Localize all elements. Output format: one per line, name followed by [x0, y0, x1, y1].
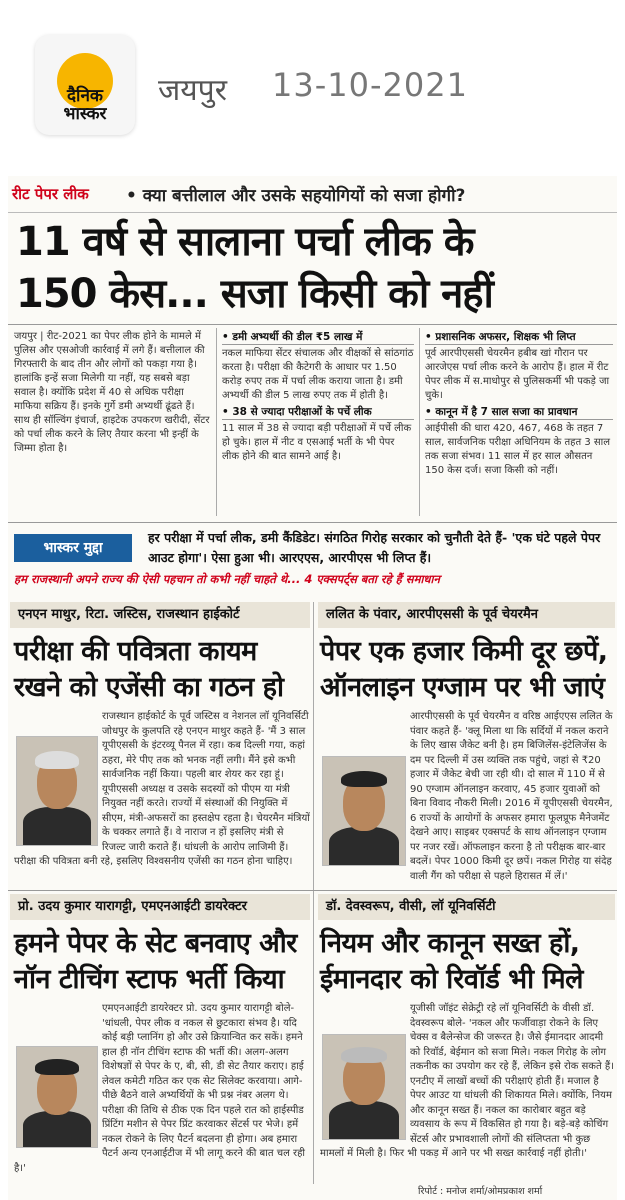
column-divider: [313, 602, 314, 1184]
expert-1-headline-2: रखने को एजेंसी का गठन हो: [14, 672, 284, 703]
app-header: [0, 0, 625, 160]
expert-2-headline-1: पेपर एक हजार किमी दूर छपें,: [320, 636, 608, 667]
expert-4-body: [320, 1002, 614, 1180]
expert-1-body-text: राजस्थान हाईकोर्ट के पूर्व जस्टिस व नेशनल लॉ यूनिवर्सिटी जोधपुर के कुलपति रहे एनएन माथुर कहते हैं- 'मैं 3 साल यूपीएससी के इंटरव्यू पैनल में रहा। कब दिल्ली गया, कहां ठहरा, मेरे पीए तक को भनक नहीं लगी। मैंने इसे कभी सार्वजनिक नहीं किया। पहली बार शेयर कर रहा हूं। यूपीएससी अध्यक्ष व उसके सदस्यों को पीएम या मंत्री नियुक्त नहीं करते। राज्यों में संस्थाओं की नियुक्ति में सीएम, मंत्री-अफसरों का हस्तक्षेप रहता है। चेयरमैन मंत्रियों के चक्कर लगाते हैं। वे नाराज न हों इसलिए मंत्री से रिजल्ट जारी कराते हैं। धांधली के आरोप लाजिमी हैं। परीक्षा की पवित्रता बनी रहे, इसलिए विश्वसनीय एजेंसी का गठन होना चाहिए।: [14, 711, 310, 867]
edition-date: 13-10-2021: [272, 66, 468, 104]
kicker-row: [8, 176, 617, 213]
expert-3-author: प्रो. उदय कुमार यारागट्टी, एमएनआईटी डायरेक्टर: [10, 894, 310, 920]
divider: [8, 324, 617, 325]
story-column-2: [222, 328, 414, 516]
expert-3-body: [14, 1002, 310, 1182]
expert-2-body: [320, 710, 614, 886]
expert-2-body-text: आरपीएससी के पूर्व चेयरमैन व वरिष्ठ आईएएस ललित के पंवार कहते हैं- 'क्लू मिला था कि सर्दियों में नकल कराने के लिए खास जैकेट बनी है। हम बिजिलेंस-इंटेलिजेंस के दम पर दिल्ली में उस व्यक्ति तक पहुंचे, जहां से ₹20 हजार में जैकेट बेची जा रही थी। दो साल में 110 में से 90 एग्जाम ऑनलाइन करवाए, 45 हजार युवाओं को बिना विवाद नौकरी मिली। 2016 में यूपीएससी चेयरमैन, 6 राज्यों के आयोगों के अफसर हमारा फूलप्रूफ मैनेजमेंट देखने आए। साइबर एक्सपर्ट के साथ ऑनलाइन एग्जाम पर नजर रखें। ऑफलाइन करना है तो परीक्षक बार-बार बदलें। पेपर 1000 किमी दूर छपें। नकल गिरोह या संदेह वाली गैंग को परीक्षा से पहले हिरासत में लें।': [410, 711, 613, 882]
column-divider: [419, 328, 420, 516]
dainik-bhaskar-logo[interactable]: [35, 35, 135, 135]
logo-text-1: दैनिक: [67, 86, 103, 106]
story-column-3: [425, 328, 613, 516]
expert-4-headline-1: नियम और कानून सख्त हों,: [320, 928, 580, 959]
col2-text-1: नकल माफिया सेंटर संचालक और वीक्षकों से सांठगांठ करता है। परीक्षा की कैटेगरी के आधार पर 1.50 करोड़ रुपए तक में पर्चा लीक कराया जाता है। डमी अभ्यर्थी की डील 5 लाख रुपए तक में होती है।: [222, 348, 414, 401]
col2-text-2: 11 साल में 38 से ज्यादा बड़ी परीक्षाओं में पर्चे लीक हो चुके। हाल में नीट व एसआई भर्ती के भी पेपर लीक होने की बात सामने आई है।: [222, 423, 412, 462]
report-credit: रिपोर्ट : मनोज शर्मा/ओमप्रकाश शर्मा: [418, 1186, 543, 1197]
photo-wrap-space: [320, 1032, 410, 1144]
story-kicker: रीट पेपर लीक: [12, 185, 89, 203]
divider: [8, 890, 617, 891]
col2-subhead-2: • 38 से ज्यादा परीक्षाओं के पर्चे लीक: [222, 405, 414, 420]
expert-3-headline-2: नॉन टीचिंग स्टाफ भर्ती किया: [14, 964, 285, 995]
edition-city: जयपुर: [158, 73, 227, 108]
col3-text-1: पूर्व आरपीएससी चेयरमैन हबीब खां गौरान पर आरजेएस पर्चा लीक करने के आरोप हैं। हाल में रीट पेपर लीक में स.माधोपुर से पुलिसकर्मी भी पकड़े जा चुके।: [425, 348, 610, 401]
col3-subhead-1: • प्रशासनिक अफसर, शिक्षक भी लिप्त: [425, 330, 613, 345]
expert-1-headline-1: परीक्षा की पवित्रता कायम: [14, 636, 257, 667]
column-divider: [216, 328, 217, 516]
divider: [8, 522, 617, 523]
bhaskar-mudda-tag: भास्कर मुद्दा: [14, 534, 132, 562]
col3-text-2: आईपीसी की धारा 420, 467, 468 के तहत 7 साल, सार्वजनिक परीक्षा अधिनियम के तहत 3 साल तक सजा संभव। 11 साल में हर साल औसतन 150 केस दर्ज। सजा किसी को नहीं।: [425, 423, 611, 476]
expert-4-author: डॉ. देवस्वरूप, वीसी, लॉ यूनिवर्सिटी: [318, 894, 615, 920]
main-headline-line2: 150 केस... सजा किसी को नहीं: [16, 271, 493, 317]
expert-2-headline-2: ऑनलाइन एग्जाम पर भी जाएं: [320, 672, 605, 703]
newspaper-page: [8, 176, 617, 1200]
expert-4-body-text: यूजीसी जॉइंट सेक्रेट्री रहे लॉ यूनिवर्सिटी के वीसी डॉ. देवस्वरूप बोले- 'नकल और फर्जीवाड़ा रोकने के लिए चेक्स व बैलेन्सेज की जरूरत है। जैसे ईमानदार आदमी को रिवॉर्ड, बेईमान को सजा मिले। नकल गिरोह के लोग तकनीक का उपयोग कर रहे हैं, लेकिन इसे रोक सकते हैं। एनटीए में लाखों बच्चों की परीक्षाएं होती हैं। मजाल है पेपर आउट या धांधली की शिकायत मिले। क्योंकि, नियम और कानून सख्त हैं। नकल का कारोबार बहुत बड़े व्यवसाय के रूप में विकसित हो गया है। बड़े-बड़े कोचिंग सेंटर्स और प्रभावशाली लोगों की संलिप्तता भी कुछ मामलों में मिली है। फिर भी पकड़ में आने पर भी सख्त कार्रवाई नहीं होती।': [320, 1003, 614, 1159]
photo-wrap-space: [320, 754, 410, 872]
bhaskar-mudda-text: हर परीक्षा में पर्चा लीक, डमी कैंडिडेट। संगठित गिरोह सरकार को चुनौती देते हैं- 'एक घंटे पहले पेपर आउट होगा'। ऐसा हुआ भी। आरएएस, आरपीएस भी लिप्त हैं।: [148, 530, 601, 565]
col2-subhead-1: • डमी अभ्यर्थी की डील ₹5 लाख में: [222, 330, 414, 345]
col3-subhead-2: • कानून में है 7 साल सजा का प्रावधान: [425, 405, 613, 420]
story-column-1: [14, 330, 210, 515]
expert-1-body: [14, 710, 310, 886]
expert-4-headline-2: ईमानदार को रिवॉर्ड भी मिले: [320, 964, 583, 995]
story-col1-text: जयपुर | रीट-2021 का पेपर लीक होने के मामले में पुलिस और एसओजी कार्रवाई में लगे हैं। बत्तीलाल की गिरफ्तारी के बाद तीन और लोगों को पकड़ा गया है। हालांकि इन्हें सजा मिलेगी या नहीं, यह सबसे बड़ा सवाल है। क्योंकि प्रदेश में 40 से अधिक परीक्षा माफिया सक्रिय हैं। इनके गुर्गे डमी अभ्यर्थी ढूंढते हैं। साथ ही सॉल्विंग इंचार्ज, हाइटेक उपकरण खरीदी, सेंटर को पर्चा लीक करने के लिए तैयार करना भी इन्हीं के जिम्मा होता है।: [14, 331, 210, 454]
expert-3-body-text: एमएनआईटी डायरेक्टर प्रो. उदय कुमार यारागट्टी बोले- 'धांधली, पेपर लीक व नकल से छुटकारा संभव है। यदि कोई बड़ी प्लानिंग हो और उसे क्रियान्वित कर सकें। हमने हाल ही नॉन टीचिंग स्टाफ की भर्ती की। अलग-अलग विशेषज्ञों से पेपर के ए, बी, सी, डी सेट तैयार कराए। हाई लेवल कमेटी गठित कर एक सेट सिलेक्ट करवाया। आगे-पीछे बैठने वाले अभ्यर्थियों के भी प्रश्न नंबर अलग थे। परीक्षा की तिथि से ठीक एक दिन पहले रात को हाईस्पीड प्रिंटिंग मशीन से पेपर प्रिंट करवाकर सेंटर्स पर भेजे। हमें नकल रोकने के लिए पैटर्न बदलना ही होगा। अब हमारा पैटर्न अन्य एनआईटीज में भी लागू करने की बात चल रही है।': [14, 1003, 306, 1174]
expert-1-author: एनएन माथुर, रिटा. जस्टिस, राजस्थान हाईकोर्ट: [10, 602, 310, 628]
bhaskar-mudda-red-line: हम राजस्थानी अपने राज्य की ऐसी पहचान तो कभी नहीं चाहते थे... 4 एक्सपर्ट्स बता रहे हैं समाधान: [14, 572, 440, 586]
story-question: • क्या बत्तीलाल और उसके सहयोगियों को सजा होगी?: [126, 186, 466, 206]
photo-wrap-space: [14, 1046, 102, 1156]
expert-3-headline-1: हमने पेपर के सेट बनवाए और: [14, 928, 297, 959]
main-headline-line1: 11 वर्ष से सालाना पर्चा लीक के: [16, 219, 474, 265]
photo-wrap-space: [14, 732, 102, 850]
logo-text-2: भास्कर: [63, 104, 107, 124]
expert-2-author: ललित के पंवार, आरपीएससी के पूर्व चेयरमैन: [318, 602, 615, 628]
